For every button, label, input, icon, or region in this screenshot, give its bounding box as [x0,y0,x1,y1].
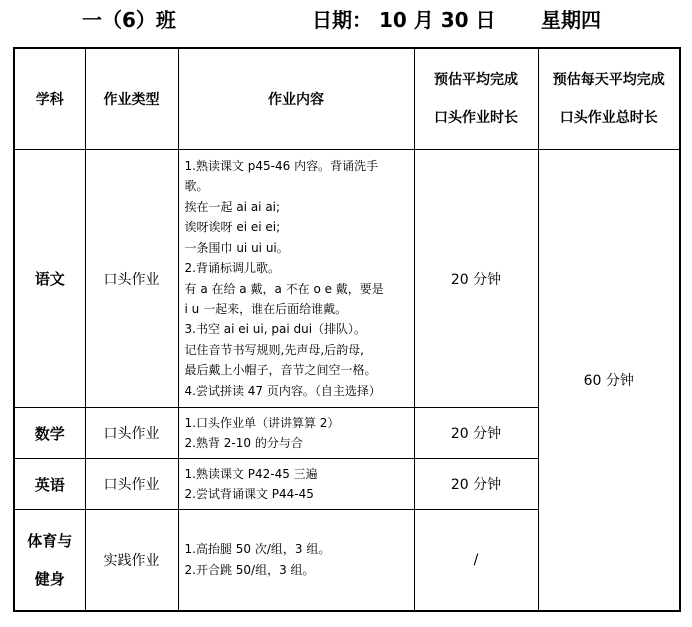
content-line: 1.口头作业单（讲讲算算 2） [184,415,340,430]
weekday-label: 星期四 [541,8,601,32]
homework-table [13,47,681,612]
header-type: 作业类型 [85,48,178,150]
class-label: 一（6）班 [82,8,176,32]
subject-cell: 语文 [14,150,85,408]
subject-cell [14,510,85,611]
content-line: 记住音节书写规则,先声母,后韵母, [184,342,364,357]
content-line: 最后戴上小帽子，音节之间空一格。 [184,363,377,378]
est-time-cell: 20 分钟 [414,408,538,459]
header-est-line1: 预估平均完成 [434,72,518,88]
content-line: 1.熟读课文 P42-45 三遍 [184,466,318,481]
header-content: 作业内容 [178,48,414,150]
content-line: 3.书空 ai ei ui, pai dui（排队）。 [184,322,367,337]
content-line: 2.尝试背诵课文 P44-45 [184,487,314,501]
est-time-cell: 20 分钟 [414,459,538,510]
header-est-time [414,48,538,150]
content-line: 4.尝试拼读 47 页内容。（自主选择） [184,383,381,398]
content-line: 2.背诵标调儿歌。 [184,261,280,276]
content-line: 挨在一起 ai ai ai; [184,199,281,214]
page-header [0,0,692,40]
est-time-cell: / [414,510,538,611]
subject-cell: 英语 [14,459,85,510]
est-time-cell: 20 分钟 [414,150,538,408]
header-daily-time [538,48,680,150]
table-row [14,150,680,408]
content-line: 2.开合跳 50/组，3 组。 [184,562,315,577]
content-cell [178,408,414,459]
content-line: i u 一起来，谁在后面给谁戴。 [184,301,348,316]
subject-line2: 健身 [34,569,65,588]
header-daily-line1: 预估每天平均完成 [552,72,665,88]
content-cell [178,510,414,611]
content-line: 1.熟读课文 p45-46 内容。背诵洗手 [184,159,379,174]
content-line: 有 a 在给 a 戴，a 不在 o e 戴，要是 [184,281,384,296]
type-cell: 口头作业 [85,459,178,510]
table-header-row [14,48,680,150]
content-line: 一条围巾 ui ui ui。 [184,240,289,255]
content-line: 歌。 [184,179,209,194]
daily-total-cell: 60 分钟 [538,150,680,611]
type-cell: 口头作业 [85,150,178,408]
type-cell: 实践作业 [85,510,178,611]
content-line: 1.高抬腿 50 次/组，3 组。 [184,542,331,557]
type-cell: 口头作业 [85,408,178,459]
header-est-line2: 口头作业时长 [434,110,518,126]
subject-cell: 数学 [14,408,85,459]
content-line: 诶呀诶呀 ei ei ei; [184,220,281,235]
content-line: 2.熟背 2-10 的分与合 [184,436,303,450]
date-label: 日期： 10 月 30 日 [312,8,496,32]
content-cell [178,459,414,510]
subject-line1: 体育与 [27,531,73,550]
content-cell [178,150,414,408]
header-subject: 学科 [14,48,85,150]
header-daily-line2: 口头作业总时长 [559,110,658,126]
